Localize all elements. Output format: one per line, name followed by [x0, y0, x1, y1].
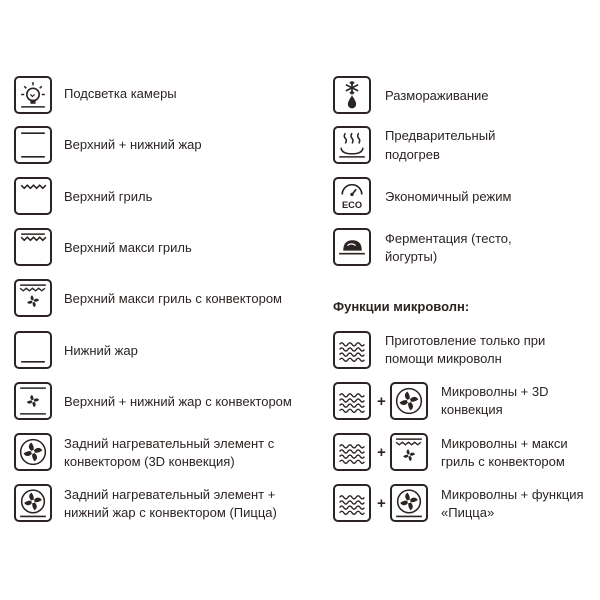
label-max-grill: Верхний макси гриль: [64, 240, 192, 255]
label-top-grill: Верхний гриль: [64, 189, 153, 204]
top-bottom-fan-icon: [14, 382, 52, 420]
label-preheat-1: Предварительный: [385, 128, 496, 143]
microwave-waves-icon: [333, 484, 371, 522]
top-grill-icon: [14, 177, 52, 215]
plus-sign: +: [377, 444, 386, 461]
lamp-icon: [14, 76, 52, 114]
rear-element-fan-icon: [14, 433, 52, 471]
microwave-max-grill-icon: [390, 433, 428, 471]
label-rear-element-bottom-fan-1: Задний нагревательный элемент +: [64, 487, 276, 502]
label-preheat-2: подогрев: [385, 147, 440, 162]
label-microwave-pizza-1: Микроволны + функция: [441, 487, 584, 502]
microwave-waves-icon: [333, 433, 371, 471]
label-top-bottom-heat: Верхний + нижний жар: [64, 137, 202, 152]
microwave-3d-icon: [390, 382, 428, 420]
label-microwave-2: помощи микроволн: [385, 351, 502, 366]
fermentation-icon: [333, 228, 371, 266]
label-fermentation-2: йогурты): [385, 249, 438, 264]
label-max-grill-fan: Верхний макси гриль с конвектором: [64, 291, 282, 306]
label-microwave-max-grill-2: гриль с конвектором: [441, 454, 565, 469]
label-rear-element-fan-1: Задний нагревательный элемент с: [64, 436, 275, 451]
microwave-pizza-icon: [390, 484, 428, 522]
top-bottom-heat-icon: [14, 126, 52, 164]
max-grill-fan-icon: [14, 279, 52, 317]
eco-icon-text: ECO: [341, 199, 363, 210]
bottom-heat-icon: [14, 331, 52, 369]
label-lamp: Подсветка камеры: [64, 86, 177, 101]
label-microwave-pizza-2: «Пицца»: [441, 505, 495, 520]
eco-icon: [333, 177, 371, 215]
microwave-waves-icon: [333, 382, 371, 420]
label-rear-element-fan-2: конвектором (3D конвекция): [64, 454, 235, 469]
plus-sign: +: [377, 495, 386, 512]
label-microwave-3d-1: Микроволны + 3D: [441, 384, 549, 399]
defrost-icon: [333, 76, 371, 114]
microwave-icon: [333, 331, 371, 369]
microwave-heading: Функции микроволн:: [333, 299, 470, 314]
label-microwave-max-grill-1: Микроволны + макси: [441, 436, 568, 451]
label-fermentation-1: Ферментация (тесто,: [385, 231, 512, 246]
max-grill-icon: [14, 228, 52, 266]
label-bottom-heat: Нижний жар: [64, 343, 138, 358]
label-top-bottom-fan: Верхний + нижний жар с конвектором: [64, 394, 292, 409]
label-rear-element-bottom-fan-2: нижний жар с конвектором (Пицца): [64, 505, 277, 520]
label-eco: Экономичный режим: [385, 189, 512, 204]
rear-element-bottom-fan-icon: [14, 484, 52, 522]
label-microwave-1: Приготовление только при: [385, 333, 546, 348]
label-defrost: Размораживание: [385, 88, 489, 103]
preheat-icon: [333, 126, 371, 164]
plus-sign: +: [377, 393, 386, 410]
label-microwave-3d-2: конвекция: [441, 402, 503, 417]
